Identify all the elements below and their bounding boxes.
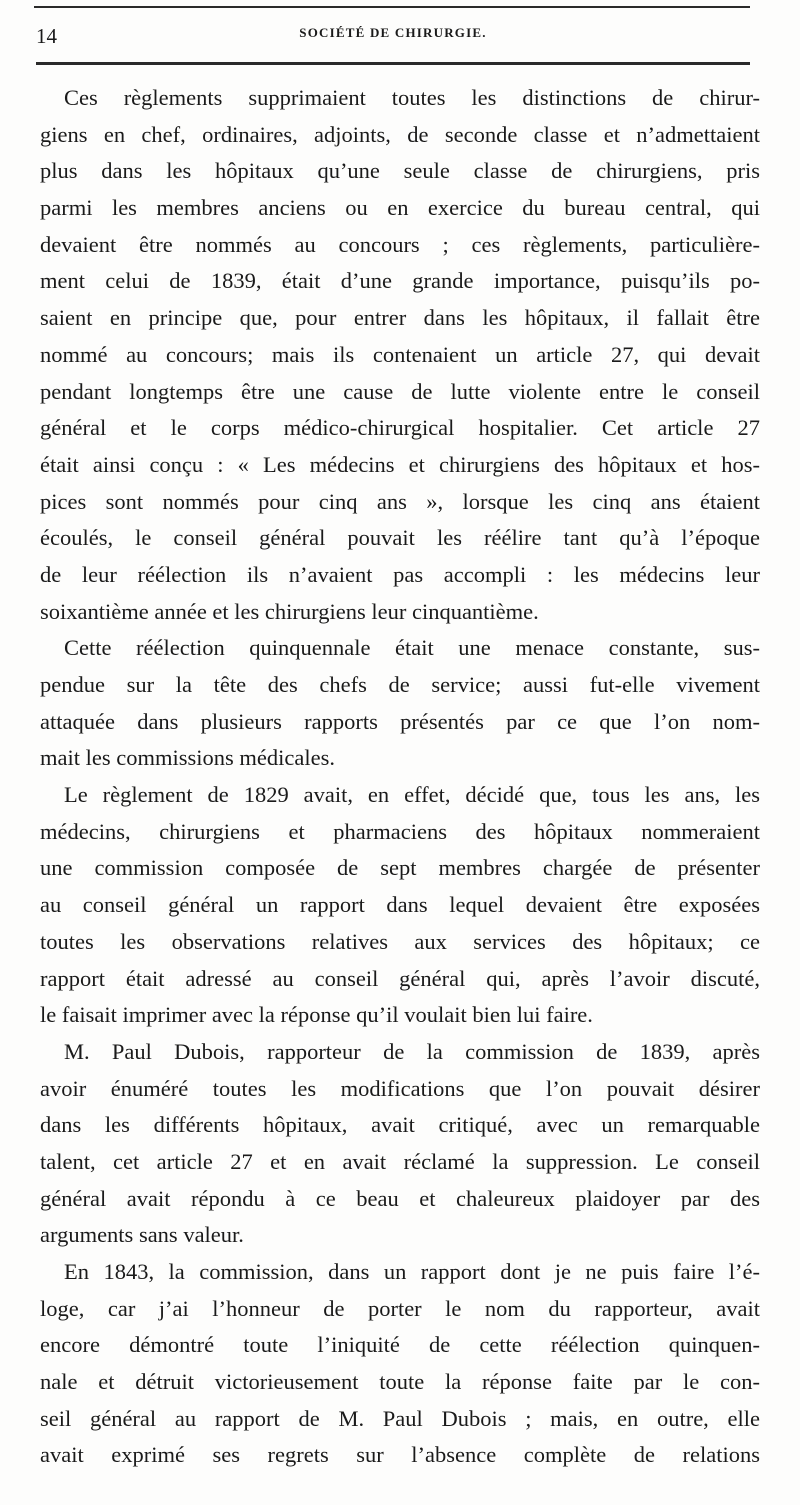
paragraph <box>40 630 760 777</box>
text-line: encore démontré toute l’iniquité de cette réélection quinquen- <box>40 1332 760 1358</box>
text-line: Ces règlements supprimaient toutes les distinctions de chirur- <box>64 85 760 110</box>
text-line: Cette réélection quinquennale était une menace constante, sus- <box>64 635 760 661</box>
text-line: attaquée dans plusieurs rapports présentés par ce que l’on nom- <box>40 708 760 734</box>
text-line: au conseil général un rapport dans lequel devaient être exposées <box>40 892 760 918</box>
text-line: général et le corps médico-chirurgical hospitalier. Cet article 27 <box>40 415 760 441</box>
text-line: talent, cet article 27 et en avait réclamé la suppression. Le conseil <box>40 1148 760 1174</box>
text-line: pendue sur la tête des chefs de service; aussi fut-elle vivement <box>40 672 760 697</box>
text-line: seil général au rapport de M. Paul Dubois ; mais, en outre, elle <box>40 1405 760 1431</box>
text-line: ment celui de 1839, était d’une grande importance, puisqu’ils po- <box>40 268 760 294</box>
text-line: nale et détruit victorieusement toute la réponse faite par le con- <box>40 1369 760 1395</box>
text-line: rapport était adressé au conseil général qui, après l’avoir discuté, <box>40 965 760 991</box>
text-line: avait exprimé ses regrets sur l’absence complète de relations <box>40 1442 760 1468</box>
text-line: écoulés, le conseil général pouvait les réélire tant qu’à l’époque <box>40 525 760 551</box>
text-line: loge, car j’ai l’honneur de porter le nom du rapporteur, avait <box>40 1295 760 1321</box>
text-line: giens en chef, ordinaires, adjoints, de seconde classe et n’admettaient <box>40 121 760 147</box>
text-line: le faisait imprimer avec la réponse qu’il voulait bien lui faire. <box>40 1002 593 1028</box>
running-head: SOCIÉTÉ DE CHIRURGIE. <box>299 25 487 40</box>
paragraph <box>40 80 760 630</box>
text-line: soixantième année et les chirurgiens leur cinquantième. <box>40 598 539 624</box>
text-line: mait les commissions médicales. <box>40 745 335 771</box>
text-line: pices sont nommés pour cinq ans », lorsque les cinq ans étaient <box>40 488 760 514</box>
text-line: devaient être nommés au concours ; ces règlements, particulière- <box>40 231 760 257</box>
paragraph <box>40 1254 760 1474</box>
text-line: était ainsi conçu : « Les médecins et chirurgiens des hôpitaux et hos- <box>40 451 760 477</box>
paragraph <box>40 777 760 1034</box>
text-line: En 1843, la commission, dans un rapport dont je ne puis faire l’é- <box>64 1259 760 1284</box>
text-line: pendant longtemps être une cause de lutte violente entre le conseil <box>40 378 760 404</box>
page-header <box>36 22 750 52</box>
text-line: de leur réélection ils n’avaient pas accompli : les médecins leur <box>40 561 760 587</box>
text-line: une commission composée de sept membres chargée de présenter <box>40 855 760 881</box>
top-edge-rule <box>34 6 750 8</box>
text-line: toutes les observations relatives aux services des hôpitaux; ce <box>40 928 760 954</box>
text-line: médecins, chirurgiens et pharmaciens des hôpitaux nommeraient <box>40 818 760 844</box>
body-text <box>40 80 760 1474</box>
text-line: général avait répondu à ce beau et chaleureux plaidoyer par des <box>40 1185 760 1211</box>
page-number: 14 <box>36 24 57 48</box>
paragraph <box>40 1034 760 1254</box>
text-line: dans les différents hôpitaux, avait critiqué, avec un remarquable <box>40 1112 760 1138</box>
text-line: saient en principe que, pour entrer dans les hôpitaux, il fallait être <box>40 305 760 331</box>
text-line: arguments sans valeur. <box>40 1222 244 1248</box>
header-rule <box>36 62 750 65</box>
text-line: parmi les membres anciens ou en exercice du bureau central, qui <box>40 195 760 221</box>
text-line: avoir énuméré toutes les modifications que l’on pouvait désirer <box>40 1075 760 1101</box>
text-line: nommé au concours; mais ils contenaient un article 27, qui devait <box>40 341 760 367</box>
text-line: plus dans les hôpitaux qu’une seule classe de chirurgiens, pris <box>40 158 760 184</box>
text-line: Le règlement de 1829 avait, en effet, décidé que, tous les ans, les <box>64 782 760 808</box>
text-line: M. Paul Dubois, rapporteur de la commission de 1839, après <box>64 1038 760 1064</box>
